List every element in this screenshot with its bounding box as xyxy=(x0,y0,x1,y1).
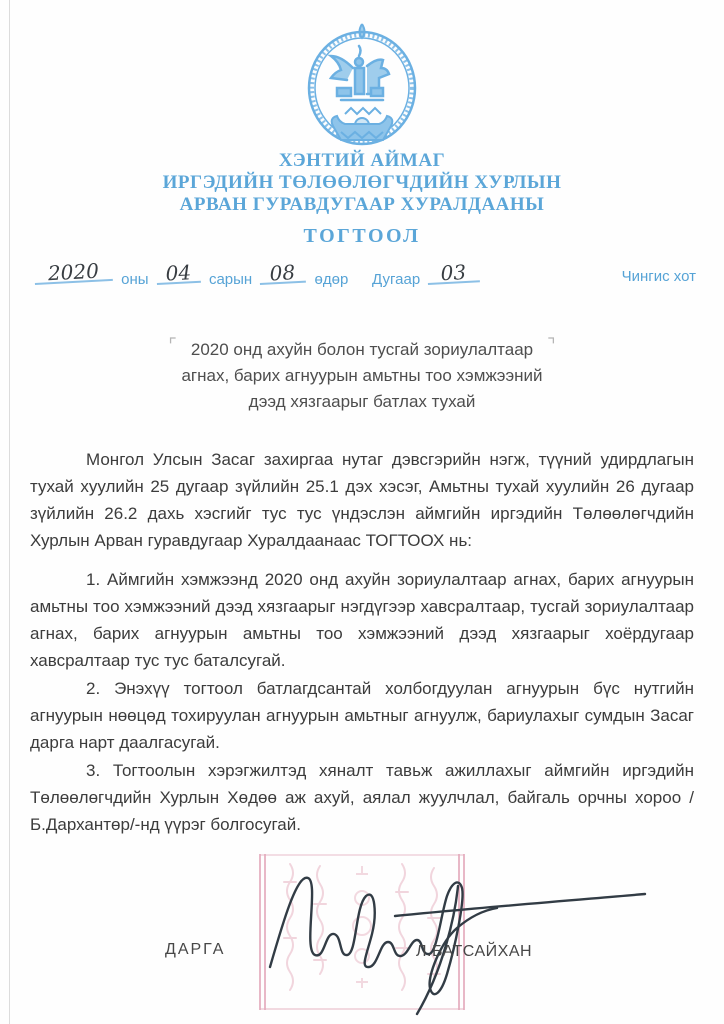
day-label: өдөр xyxy=(314,271,349,288)
state-emblem-icon xyxy=(301,22,423,150)
subject-line-2: агнах, барих агнуурын амьтны тоо хэмжээний xyxy=(181,366,543,385)
signature-ink xyxy=(245,852,655,1018)
signer-title: ДАРГА xyxy=(165,941,226,958)
header-khural-line1: ИРГЭДИЙН ТӨЛӨӨЛӨГЧДИЙН ХУРЛЫН xyxy=(162,172,562,193)
close-corner-bracket: ⌝ xyxy=(547,335,556,355)
city-label: Чингис хот xyxy=(621,268,696,285)
resolution-item-3: 3. Тогтоолын хэрэгжилтэд хяналт тавьж ажиллахыг аймгийн иргэдийн Төлөөлөгчдийн Хурлын Хөдөө аж ахуй, аялал жуулчлал, байгаль орчны хороо /Б.Дархантөр/-нд үүрэг болгосугай. xyxy=(30,761,694,834)
resolution-item-1: 1. Аймгийн хэмжээнд 2020 онд ахуйн зориулалтаар агнах, барих агнуурын амьтны тоо хэмжээний дээд хязгаарыг нэгдүгээр хавсралтаар, тусгай зориулалтаар агнах, барих агнуурын амьтны тоо хэмжээний дээд хязгаарыг хоёрдугаар хавсралтаар тус тус баталсугай. xyxy=(30,570,694,670)
subject-text-1: 2020 онд ахуйн болон тусгай зориулалтаар xyxy=(190,340,534,359)
number-label: Дугаар xyxy=(372,271,421,288)
open-corner-bracket: ⌜ xyxy=(168,335,177,355)
date-group xyxy=(35,258,352,288)
resolution-item-2: 2. Энэхүү тогтоол батлагдсантай холбогдуулан агнуурын бүс нутгийн агнуурын нөөцөд тохируулан агнуурын амьтныг агнуулж, бариулахыг сумдын Засаг дарга нарт даалгасугай. xyxy=(30,679,694,752)
subject-line-3: дээд хязгаарыг батлах тухай xyxy=(248,392,476,411)
day-handwritten: 08 xyxy=(259,263,306,285)
intro-paragraph: Монгол Улсын Засаг захиргаа нутаг дэвсгэрийн нэгж, түүний удирдлагын тухай хуулийн 25 дугаар зүйлийн 25.1 дэх хэсэг, Амьтны тухай хуулийн 26 дугаар зүйлийн 26.2 дахь хэсгийг тус тус үндэслэн аймгийн иргэдийн Төлөөлөгчдийн Хурлын Арван гуравдугаар Хуралдаанаас ТОГТООХ нь: xyxy=(30,450,694,550)
resolution-body xyxy=(30,446,694,839)
subject-line-1 xyxy=(0,336,724,363)
date-number-row xyxy=(0,258,724,298)
year-label: оны xyxy=(121,271,149,288)
subject-title xyxy=(0,336,724,415)
month-label: сарын xyxy=(208,271,253,288)
document-header xyxy=(0,150,724,247)
number-group xyxy=(368,260,480,288)
number-handwritten: 03 xyxy=(427,262,480,285)
month-handwritten: 04 xyxy=(156,263,201,285)
header-aimag: ХЭНТИЙ АЙМАГ xyxy=(278,150,446,171)
signer-name: Л.БАТСАЙХАН xyxy=(416,943,533,960)
year-handwritten: 2020 xyxy=(34,261,113,285)
header-khural-line2: АРВАН ГУРАВДУГААР ХУРАЛДААНЫ xyxy=(179,194,545,215)
header-doc-type: ТОГТООЛ xyxy=(303,225,421,247)
